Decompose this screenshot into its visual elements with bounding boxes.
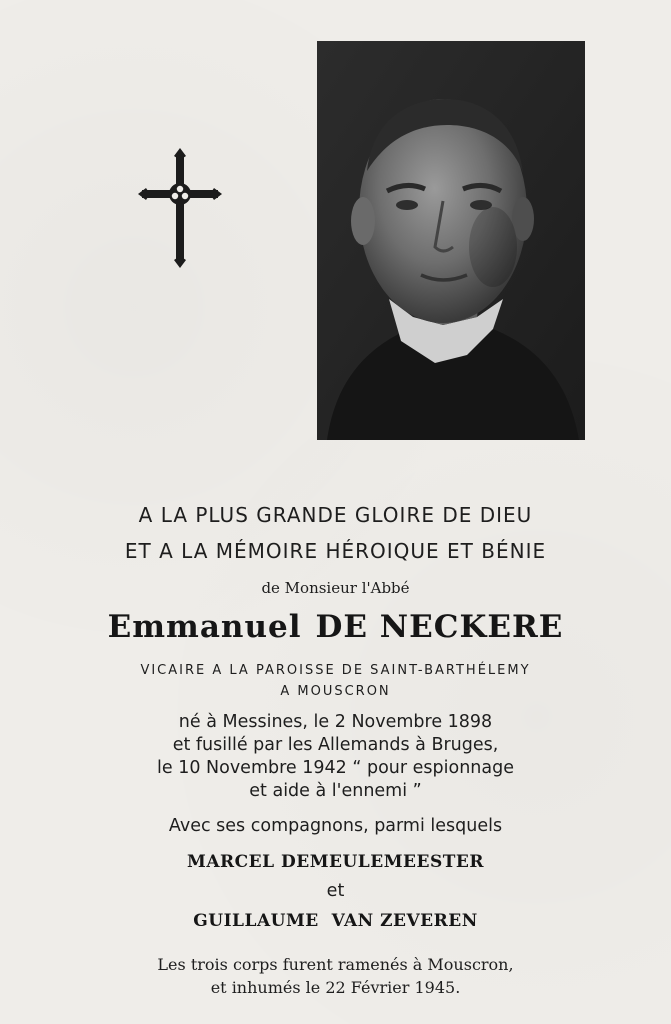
biography-line-1: né à Messines, le 2 Novembre 1898 bbox=[178, 712, 493, 732]
honorific-line: de Monsieur l'Abbé bbox=[261, 579, 410, 597]
closing-line-2: et inhumés le 22 Février 1945. bbox=[210, 978, 461, 997]
companion-conjunction: et bbox=[326, 881, 345, 901]
dedication-line-1: A LA PLUS GRANDE GLOIRE DE DIEU bbox=[138, 503, 533, 527]
closing-line-1: Les trois corps furent ramenés à Mouscron, bbox=[157, 955, 514, 974]
biography-line-2: et fusillé par les Allemands à Bruges, bbox=[172, 735, 499, 755]
companions-intro: Avec ses compagnons, parmi lesquels bbox=[168, 816, 503, 836]
companion-name-1: MARCEL DEMEULEMEESTER bbox=[187, 852, 484, 872]
deceased-name bbox=[0, 609, 671, 645]
portrait-photo bbox=[317, 41, 585, 440]
first-name: Emmanuel bbox=[107, 609, 302, 645]
role-line-2: A MOUSCRON bbox=[280, 684, 391, 699]
companion-name-2: GUILLAUME VAN ZEVEREN bbox=[193, 911, 478, 931]
biography-line-3: le 10 Novembre 1942 “ pour espionnage bbox=[157, 758, 514, 778]
biography-line-4: et aide à l'ennemi ” bbox=[249, 781, 422, 801]
dedication-line-2: ET A LA MÉMOIRE HÉROIQUE ET BÉNIE bbox=[124, 539, 547, 563]
role-line-1: VICAIRE A LA PAROISSE DE SAINT-BARTHÉLEMY bbox=[140, 663, 531, 678]
ornate-cross-icon bbox=[136, 146, 224, 270]
last-name: DE NECKERE bbox=[315, 609, 564, 645]
